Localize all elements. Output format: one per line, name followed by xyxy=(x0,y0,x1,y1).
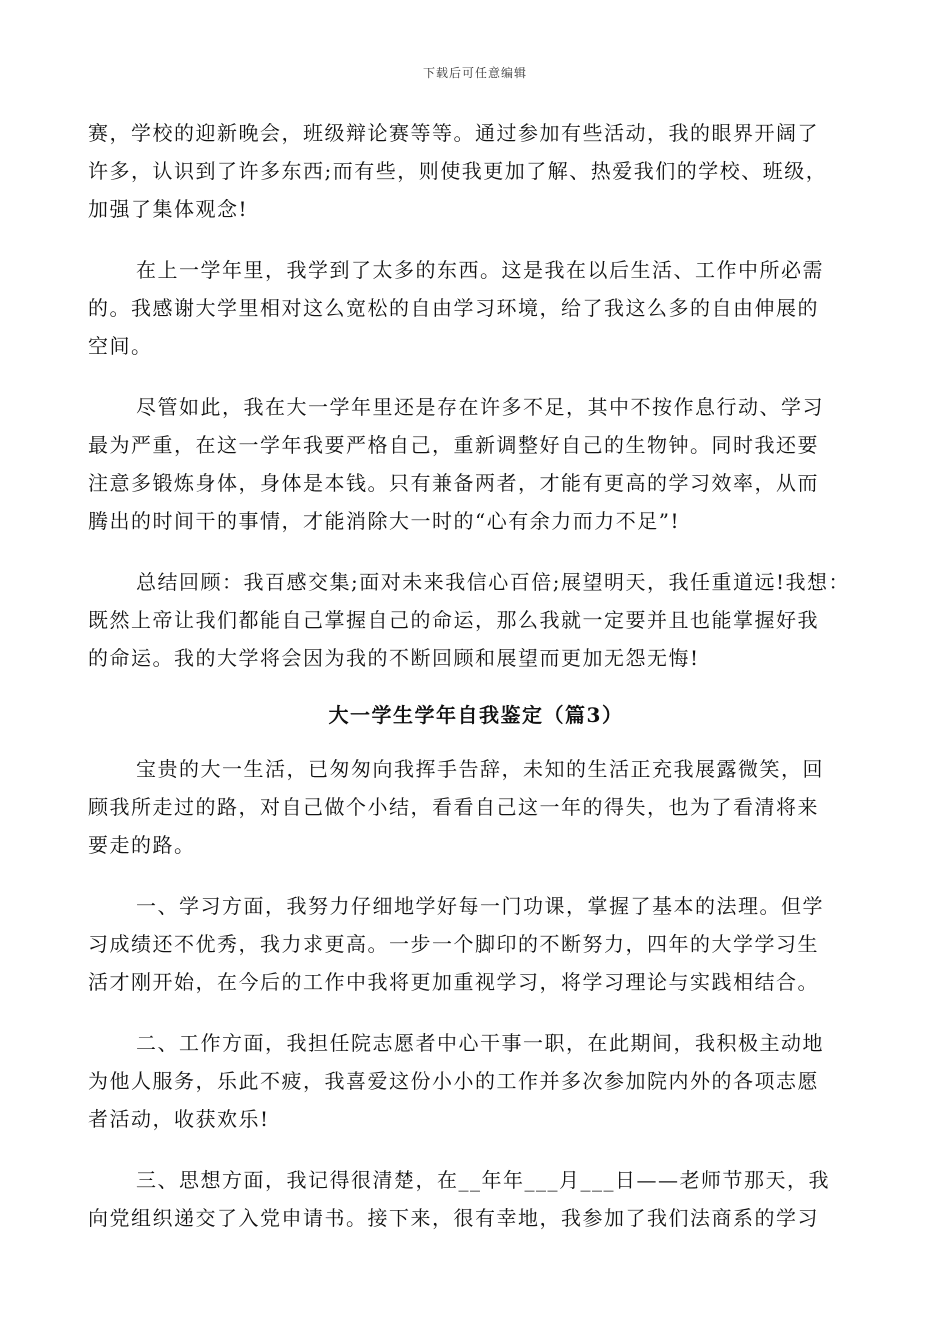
text-line: 加强了集体观念! xyxy=(88,197,249,221)
text-line: 活才刚开始，在今后的工作中我将更加重视学习，将学习理论与实践相结合。 xyxy=(88,970,819,994)
text-line: 腾出的时间干的事情，才能消除大一时的“心有余力而力不足”! xyxy=(88,509,680,533)
text-line: 许多，认识到了许多东西;而有些，则使我更加了解、热爱我们的学校、班级， xyxy=(88,159,828,183)
text-line: 一、学习方面，我努力仔细地学好每一门功课，掌握了基本的法理。但学 xyxy=(136,894,824,918)
text-line: 总结回顾：我百感交集;面对未来我信心百倍;展望明天，我任重道远!我想： xyxy=(136,570,851,594)
text-line: 顾我所走过的路，对自己做个小结，看看自己这一年的得失，也为了看清将来 xyxy=(88,795,819,819)
text-line: 注意多锻炼身体，身体是本钱。只有兼备两者，才能有更高的学习效率，从而 xyxy=(88,471,819,495)
text-line: 三、思想方面，我记得很清楚，在__年年___月___日——老师节那天，我 xyxy=(136,1168,830,1192)
text-line: 空间。 xyxy=(88,334,153,358)
text-line: 的命运。我的大学将会因为我的不断回顾和展望而更加无怨无悔! xyxy=(88,646,700,670)
text-line: 要走的路。 xyxy=(88,833,196,857)
paragraph-shortcomings xyxy=(88,388,864,540)
text-line: 赛，学校的迎新晚会，班级辩论赛等等。通过参加有些活动，我的眼界开阔了 xyxy=(88,121,819,145)
paragraph-study xyxy=(88,887,864,1001)
text-line: 尽管如此，我在大一学年里还是存在许多不足，其中不按作息行动、学习 xyxy=(136,395,824,419)
header-note: 下载后可任意编辑 xyxy=(422,66,527,80)
text-line: 习成绩还不优秀，我力求更高。一步一个脚印的不断努力，四年的大学学习生 xyxy=(88,932,819,956)
text-line: 为他人服务，乐此不疲，我喜爱这份小小的工作并多次参加院内外的各项志愿 xyxy=(88,1069,819,1093)
paragraph-learning xyxy=(88,251,864,365)
paragraph-summary xyxy=(88,563,864,677)
paragraph-intro xyxy=(88,750,864,864)
text-line: 的。我感谢大学里相对这么宽松的自由学习环境，给了我这么多的自由伸展的 xyxy=(88,296,819,320)
paragraph-activities xyxy=(88,114,864,228)
document-body xyxy=(88,114,864,1260)
text-line: 最为严重，在这一学年我要严格自己，重新调整好自己的生物钟。同时我还要 xyxy=(88,433,819,457)
text-line: 者活动，收获欢乐! xyxy=(88,1107,270,1131)
paragraph-work xyxy=(88,1024,864,1138)
text-line: 二、工作方面，我担任院志愿者中心干事一职，在此期间，我积极主动地 xyxy=(136,1031,824,1055)
text-line: 宝贵的大一生活，已匆匆向我挥手告辞，未知的生活正充我展露微笑，回 xyxy=(136,757,824,781)
paragraph-thought xyxy=(88,1161,864,1237)
text-line: 既然上帝让我们都能自己掌握自己的命运，那么我就一定要并且也能掌握好我 xyxy=(88,608,819,632)
text-line: 向党组织递交了入党申请书。接下来，很有幸地，我参加了我们法商系的学习 xyxy=(88,1206,819,1230)
section-title: 大一学生学年自我鉴定（篇3） xyxy=(328,703,624,727)
text-line: 在上一学年里，我学到了太多的东西。这是我在以后生活、工作中所必需 xyxy=(136,258,824,282)
